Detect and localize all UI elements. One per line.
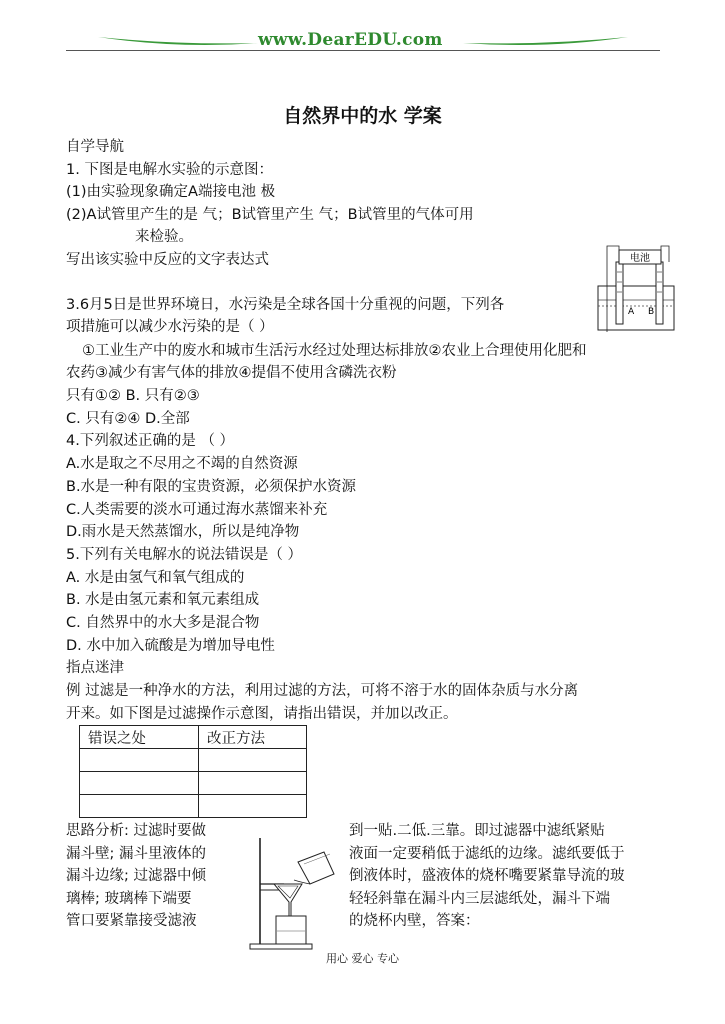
q4-option-d: D.雨水是天然蒸馏水，所以是纯净物 [66, 524, 300, 540]
correction-table [79, 725, 307, 818]
table-header-row [80, 726, 307, 749]
site-logo-text: www.DearEDU.com [258, 30, 443, 50]
analysis-text: 到一贴.二低.三靠。即过滤器中滤纸紧贴 [349, 823, 605, 839]
q5-option-a: A. 水是由氢气和氧气组成的 [66, 570, 245, 586]
header-rule [66, 50, 660, 51]
q1-part2: (2)A试管里产生的是 气；B试管里产生 气；B试管里的气体可用 [66, 207, 474, 223]
page-title: 自然界中的水 学案 [283, 105, 442, 127]
q4-option-c: C.人类需要的淡水可通过海水蒸馏来补充 [66, 502, 328, 518]
q1-part1: (1)由实验现象确定A端接电池 极 [66, 184, 276, 200]
table-cell[interactable] [80, 772, 199, 795]
q3-choice-2: C. 只有②④ D.全部 [66, 411, 190, 427]
q3-stem-2: 项措施可以减少水污染的是（ ） [66, 319, 274, 335]
analysis-text: 管口要紧靠接受滤液 [66, 913, 197, 929]
q3-options-1: ①工业生产中的废水和城市生活污水经过处理达标排放②农业上合理使用化肥和 [82, 343, 587, 359]
analysis-text: 璃棒; 玻璃棒下端要 [66, 890, 192, 907]
table-cell[interactable] [80, 749, 199, 772]
q3-choice-1: 只有①② B. 只有②③ [66, 388, 200, 404]
q5-option-b: B. 水是由氢元素和氧元素组成 [66, 592, 260, 608]
table-cell[interactable] [199, 795, 307, 818]
q3-stem-1: 3.6月5日是世界环境日，水污染是全球各国十分重视的问题，下列各 [66, 297, 505, 313]
q1-stem: 1. 下图是电解水实验的示意图： [66, 162, 273, 178]
analysis-text: 液面一定要稍低于滤纸的边缘。滤纸要低于 [349, 845, 625, 862]
header-right-swoosh [463, 33, 628, 49]
tube-a-label: A [628, 307, 635, 317]
table-row [80, 795, 307, 818]
table-cell[interactable] [80, 795, 199, 818]
header-left-swoosh [98, 33, 258, 49]
page-footer: 用心 爱心 专心 [326, 952, 399, 965]
q4-option-a: A.水是取之不尽用之不竭的自然资源 [66, 456, 298, 472]
analysis-left-column [66, 820, 206, 933]
table-header-cell: 改正方法 [199, 726, 307, 749]
analysis-text: 思路分析: 过滤时要做 [66, 823, 206, 839]
q1-part3: 写出该实验中反应的文字表达式 [66, 252, 269, 268]
q1-part2-cont: 来检验。 [135, 229, 193, 245]
battery-label: 电池 [630, 253, 650, 264]
table-cell[interactable] [199, 749, 307, 772]
analysis-text: 漏斗壁; 漏斗里液体的 [66, 845, 206, 862]
analysis-right-column [349, 820, 625, 933]
table-row [80, 772, 307, 795]
analysis-text: 漏斗边缘; 过滤器中倾 [66, 868, 206, 884]
q4-option-b: B.水是一种有限的宝贵资源，必须保护水资源 [66, 479, 357, 495]
filtration-apparatus-figure [246, 834, 340, 952]
table-cell[interactable] [199, 772, 307, 795]
analysis-text: 倒液体时，盛液体的烧杯嘴要紧靠导流的玻 [349, 868, 625, 884]
analysis-text: 轻轻斜靠在漏斗内三层滤纸处，漏斗下端 [349, 890, 610, 907]
q4-stem: 4.下列叙述正确的是 （ ） [66, 433, 235, 449]
table-header-cell: 错误之处 [80, 726, 199, 749]
tube-b-label: B [648, 307, 655, 317]
q5-option-c: C. 自然界中的水大多是混合物 [66, 615, 260, 631]
q5-option-d: D. 水中加入硫酸是为增加导电性 [66, 638, 275, 654]
section-heading: 自学导航 [66, 139, 124, 155]
electrolysis-apparatus-figure [597, 242, 675, 332]
section-heading-2: 指点迷津 [66, 660, 124, 676]
analysis-text: 的烧杯内壁，答案： [349, 913, 480, 929]
example-line-1: 例 过滤是一种净水的方法，利用过滤的方法，可将不溶于水的固体杂质与水分离 [66, 683, 579, 699]
q3-options-2: 农药③减少有害气体的排放④提倡不使用含磷洗衣粉 [66, 365, 397, 381]
example-line-2: 开来。如下图是过滤操作示意图，请指出错误，并加以改正。 [66, 706, 458, 722]
q5-stem: 5.下列有关电解水的说法错误是（ ） [66, 547, 302, 563]
table-row [80, 749, 307, 772]
